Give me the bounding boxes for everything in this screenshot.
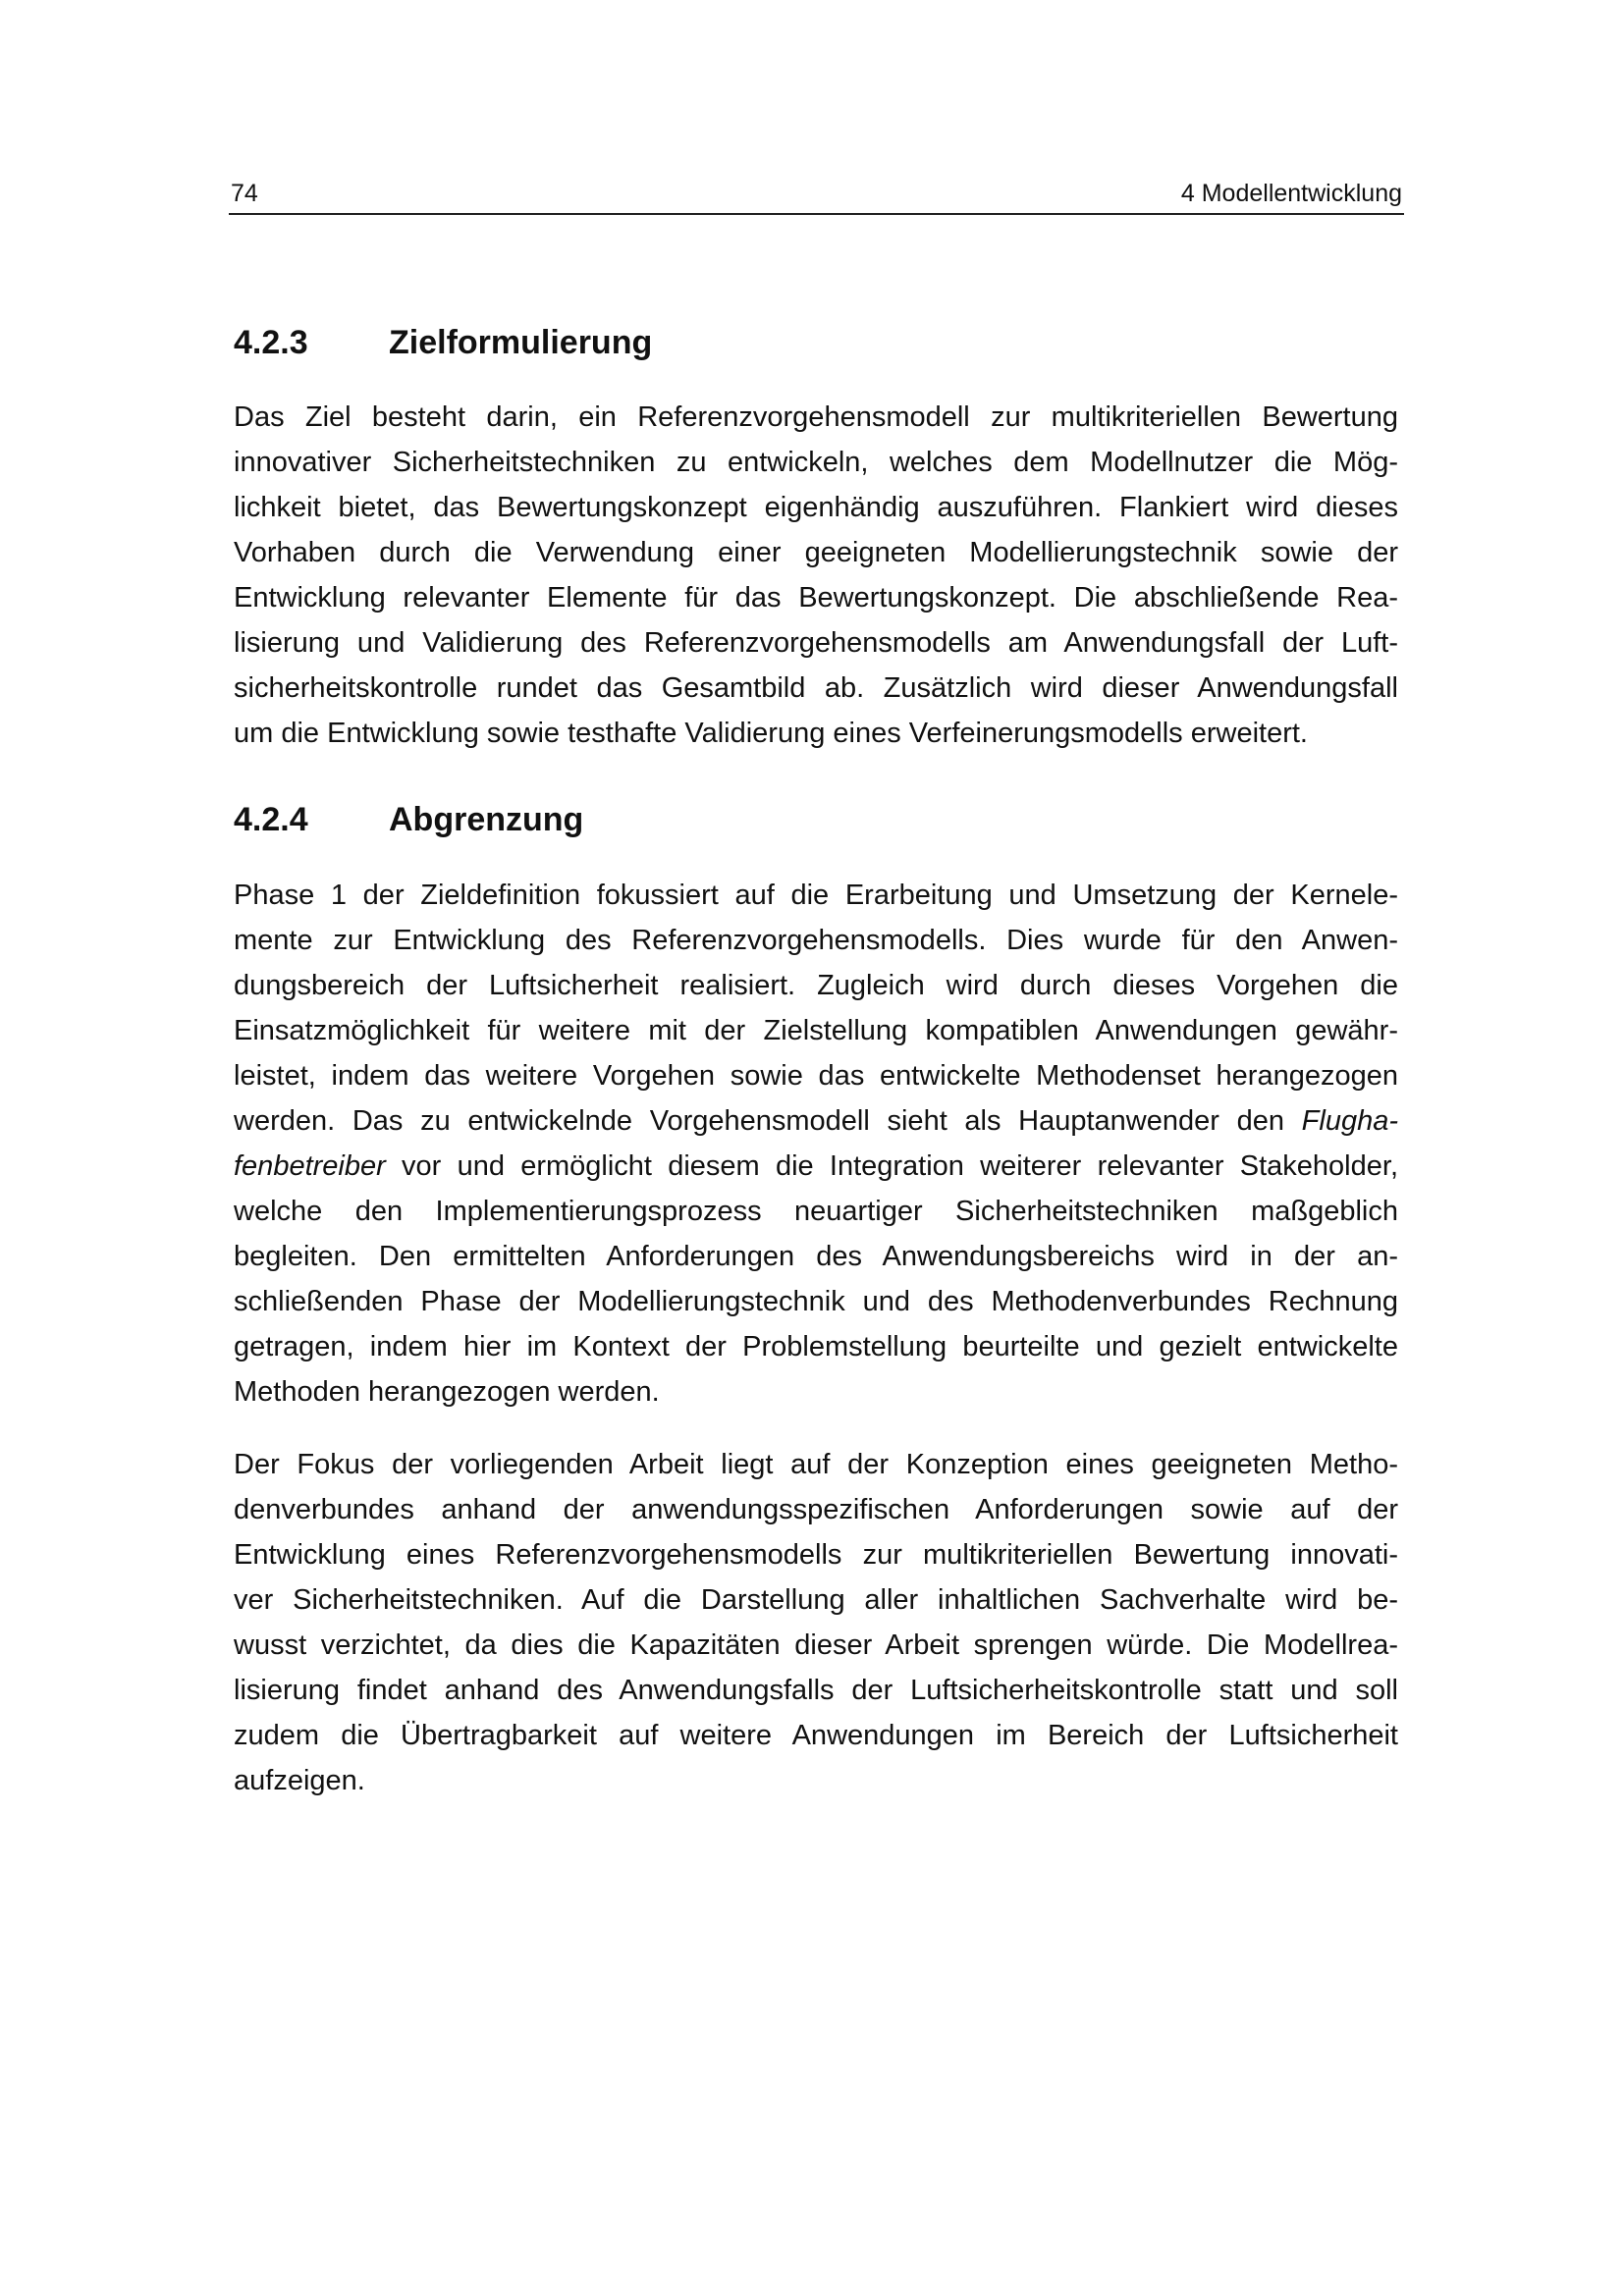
text-line: denverbundes anhand der anwendungsspezifischen Anforderungen sowie auf der — [234, 1494, 1398, 1525]
text-line: Einsatzmöglichkeit für weitere mit der Zielstellung kompatiblen Anwendungen gewähr- — [234, 1015, 1398, 1046]
text-line: leistet, indem das weitere Vorgehen sowie das entwickelte Methodenset herangezogen — [234, 1060, 1398, 1092]
text-line: dungsbereich der Luftsicherheit realisiert. Zugleich wird durch dieses Vorgehen die — [234, 970, 1398, 1001]
section-number: 4.2.3 — [234, 324, 308, 361]
text-line: Entwicklung eines Referenzvorgehensmodells zur multikriteriellen Bewertung innovati- — [234, 1539, 1398, 1571]
section-heading-abgrenzung — [234, 801, 583, 839]
paragraph-abgrenzung-1 — [234, 873, 1398, 1415]
text-line: um die Entwicklung sowie testhafte Validierung eines Verfeinerungsmodells erweitert. — [234, 718, 1308, 749]
emphasis-text: fenbetreiber — [234, 1150, 386, 1182]
text-line: Methoden herangezogen werden. — [234, 1376, 660, 1408]
section-number: 4.2.4 — [234, 801, 308, 838]
text-line: sicherheitskontrolle rundet das Gesamtbild ab. Zusätzlich wird dieser Anwendungsfall — [234, 672, 1398, 704]
text-line: wusst verzichtet, da dies die Kapazitäten dieser Arbeit sprengen würde. Die Modellrea- — [234, 1629, 1398, 1661]
section-title: Zielformulierung — [389, 324, 653, 361]
running-header — [229, 180, 1404, 215]
emphasis-text: Flugha- — [1301, 1105, 1398, 1137]
text-line: welche den Implementierungsprozess neuartiger Sicherheitstechniken maßgeblich — [234, 1196, 1398, 1227]
page-number: 74 — [231, 180, 258, 207]
paragraph-abgrenzung-2 — [234, 1442, 1398, 1803]
text-segment: werden. Das zu entwickelnde Vorgehensmodell sieht als Hauptanwender den — [234, 1105, 1284, 1137]
text-line: Vorhaben durch die Verwendung einer geeigneten Modellierungstechnik sowie der — [234, 537, 1398, 568]
text-line: lisierung findet anhand des Anwendungsfalls der Luftsicherheitskontrolle statt und soll — [234, 1675, 1398, 1706]
text-line: Entwicklung relevanter Elemente für das Bewertungskonzept. Die abschließende Rea- — [234, 582, 1398, 614]
text-line: mente zur Entwicklung des Referenzvorgehensmodells. Dies wurde für den Anwen- — [234, 925, 1398, 956]
text-line: schließenden Phase der Modellierungstechnik und des Methodenverbundes Rechnung — [234, 1286, 1398, 1317]
text-line: lichkeit bietet, das Bewertungskonzept eigenhändig auszuführen. Flankiert wird dieses — [234, 492, 1398, 523]
section-heading-zielformulierung — [234, 324, 652, 362]
text-line: innovativer Sicherheitstechniken zu entwickeln, welches dem Modellnutzer die Mög- — [234, 447, 1398, 478]
text-line: begleiten. Den ermittelten Anforderungen des Anwendungsbereichs wird in der an- — [234, 1241, 1398, 1272]
text-line: Der Fokus der vorliegenden Arbeit liegt auf der Konzeption eines geeigneten Metho- — [234, 1449, 1398, 1480]
text-line: Phase 1 der Zieldefinition fokussiert auf die Erarbeitung und Umsetzung der Kernele- — [234, 880, 1398, 911]
text-line: Das Ziel besteht darin, ein Referenzvorgehensmodell zur multikriteriellen Bewertung — [234, 401, 1398, 433]
paragraph-zielformulierung — [234, 395, 1398, 756]
text-line: getragen, indem hier im Kontext der Problemstellung beurteilte und gezielt entwickelte — [234, 1331, 1398, 1362]
text-line: lisierung und Validierung des Referenzvorgehensmodells am Anwendungsfall der Luft- — [234, 627, 1398, 659]
text-line-with-emphasis — [234, 1144, 1398, 1189]
text-line: ver Sicherheitstechniken. Auf die Darstellung aller inhaltlichen Sachverhalte wird be- — [234, 1584, 1398, 1616]
text-line: zudem die Übertragbarkeit auf weitere Anwendungen im Bereich der Luftsicherheit — [234, 1720, 1398, 1751]
section-title: Abgrenzung — [389, 801, 584, 838]
text-line: aufzeigen. — [234, 1765, 365, 1796]
text-segment: vor und ermöglicht diesem die Integration weiterer relevanter Stakeholder, — [402, 1150, 1398, 1182]
text-line-with-emphasis — [234, 1098, 1398, 1144]
chapter-title: 4 Modellentwicklung — [1180, 180, 1402, 207]
